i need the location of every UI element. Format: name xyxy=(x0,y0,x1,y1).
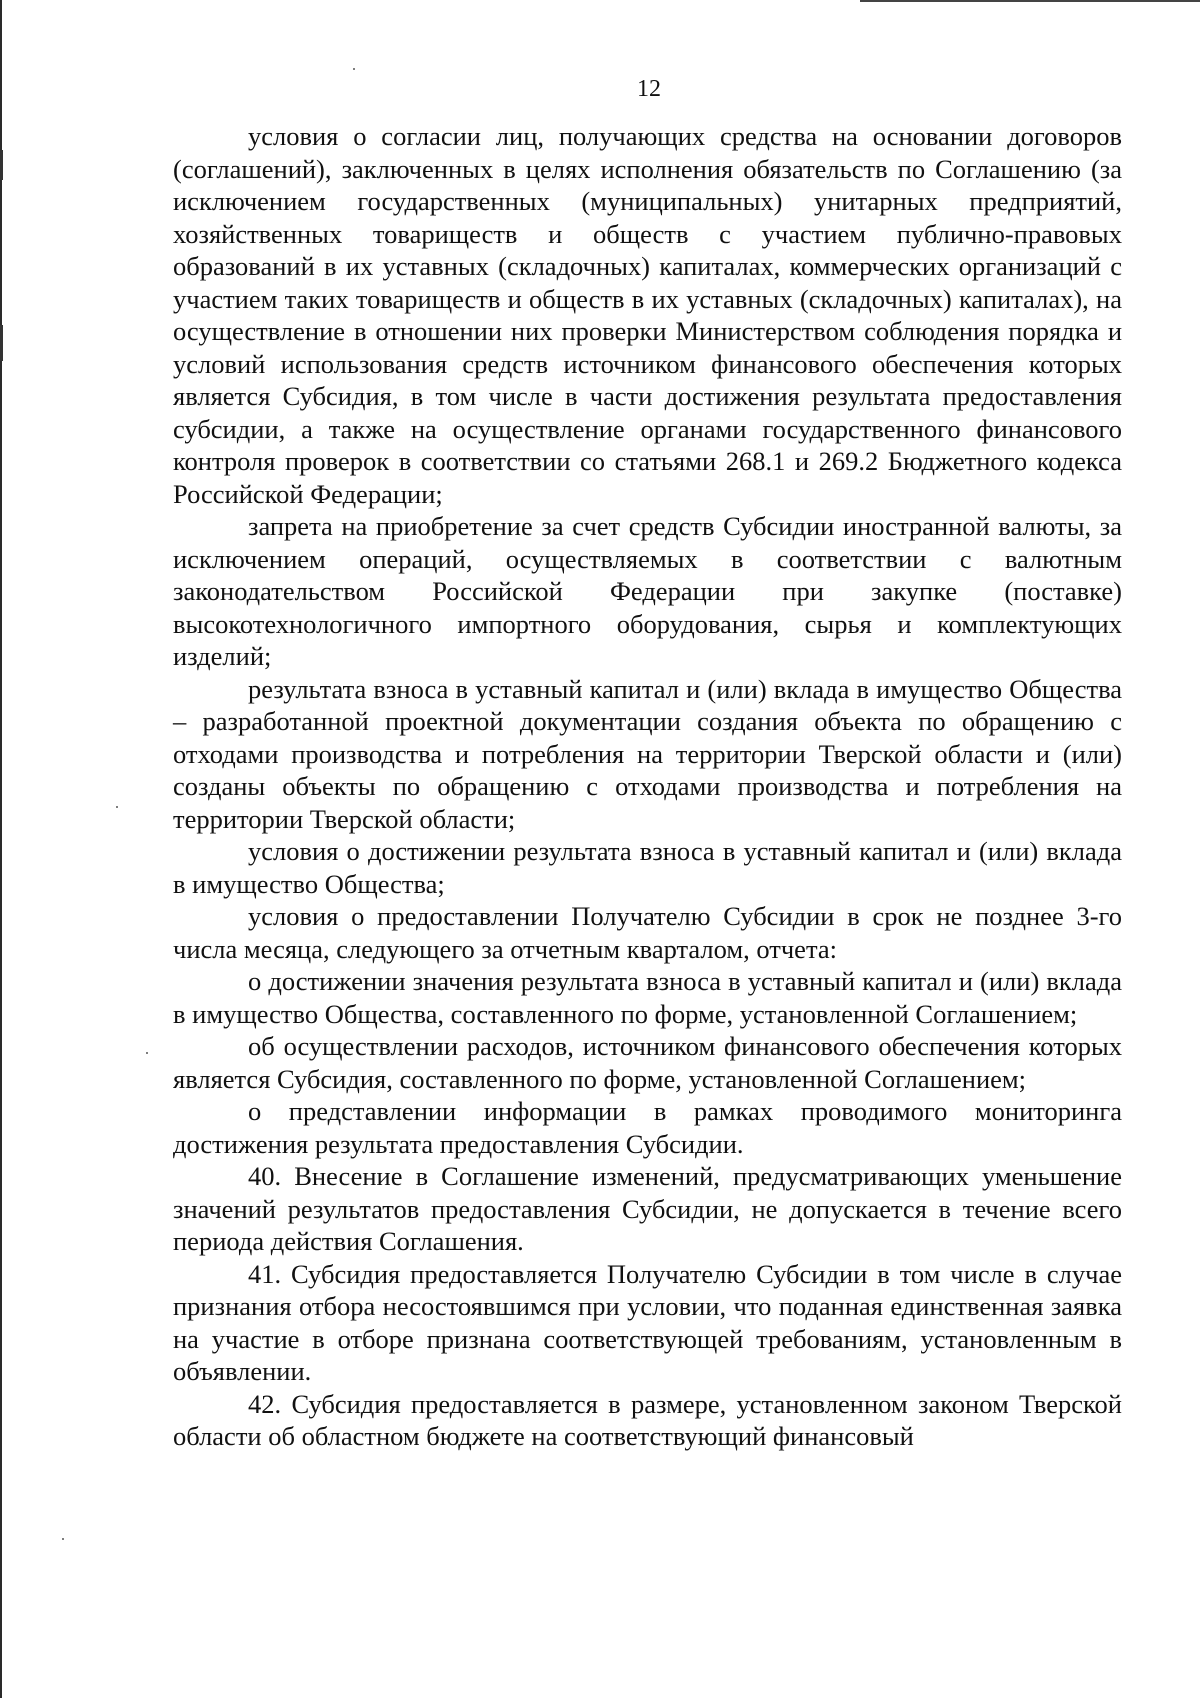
paragraph: условия о согласии лиц, получающих средства на основании договоров (соглашений), заключенных в целях исполнения обязательств по Соглашению (за исключением государственных (муниципальных) унитарных предприятий, хозяйственных товариществ и обществ с участием публично-правовых образований в их уставных (складочных) капиталах, коммерческих организаций с участием таких товариществ и обществ в их уставных (складочных) капиталах), на осуществление в отношении них проверки Министерством соблюдения порядка и условий использования средств источником финансового обеспечения которых является Субсидия, в том числе в части достижения результата предоставления субсидии, а также на осуществление органами государственного финансового контроля проверок в соответствии со статьями 268.1 и 269.2 Бюджетного кодекса Российской Федерации; xyxy=(173,121,1122,509)
paragraph: запрета на приобретение за счет средств Субсидии иностранной валюты, за исключением операций, осуществляемых в соответствии с валютным законодательством Российской Федерации при закупке (поставке) высокотехнологичного импортного оборудования, сырья и комплектующих изделий; xyxy=(173,511,1122,671)
paragraph: условия о достижении результата взноса в уставный капитал и (или) вклада в имущество Общества; xyxy=(173,836,1122,899)
paragraph-item-42: 42. Субсидия предоставляется в размере, установленном законом Тверской области об областном бюджете на соответствующий финансовый xyxy=(173,1388,1122,1451)
page-number: 12 xyxy=(637,76,661,102)
paragraph-item-41: 41. Субсидия предоставляется Получателю Субсидии в том числе в случае признания отбора несостоявшимся при условии, что поданная единственная заявка на участие в отборе признана соответствующей требованиям, установленным в объявлении. xyxy=(173,1258,1122,1386)
scan-speck xyxy=(353,68,355,70)
paragraph: об осуществлении расходов, источником финансового обеспечения которых является Субсидия, составленного по форме, установленной Соглашением; xyxy=(173,1031,1122,1094)
scan-left-edge xyxy=(0,0,2,1698)
scan-speck xyxy=(146,1052,148,1054)
document-body xyxy=(173,120,1122,1453)
scan-top-edge xyxy=(860,0,1200,2)
paragraph: о достижении значения результата взноса в уставный капитал и (или) вклада в имущество Общества, составленного по форме, установленной Соглашением; xyxy=(173,966,1122,1029)
scan-speck xyxy=(62,1538,64,1540)
paragraph: условия о предоставлении Получателю Субсидии в срок не позднее 3-го числа месяца, следующего за отчетным кварталом, отчета: xyxy=(173,901,1122,964)
scan-mark xyxy=(0,150,3,180)
scan-mark xyxy=(0,325,3,361)
scan-speck xyxy=(116,806,118,808)
paragraph: о представлении информации в рамках проводимого мониторинга достижения результата предоставления Субсидии. xyxy=(173,1096,1122,1159)
paragraph: результата взноса в уставный капитал и (или) вклада в имущество Общества – разработанной проектной документации создания объекта по обращению с отходами производства и потребления на территории Тверской области и (или) созданы объекты по обращению с отходами производства и потребления на территории Тверской области; xyxy=(173,673,1122,834)
paragraph-item-40: 40. Внесение в Соглашение изменений, предусматривающих уменьшение значений результатов предоставления Субсидии, не допускается в течение всего периода действия Соглашения. xyxy=(173,1161,1122,1256)
